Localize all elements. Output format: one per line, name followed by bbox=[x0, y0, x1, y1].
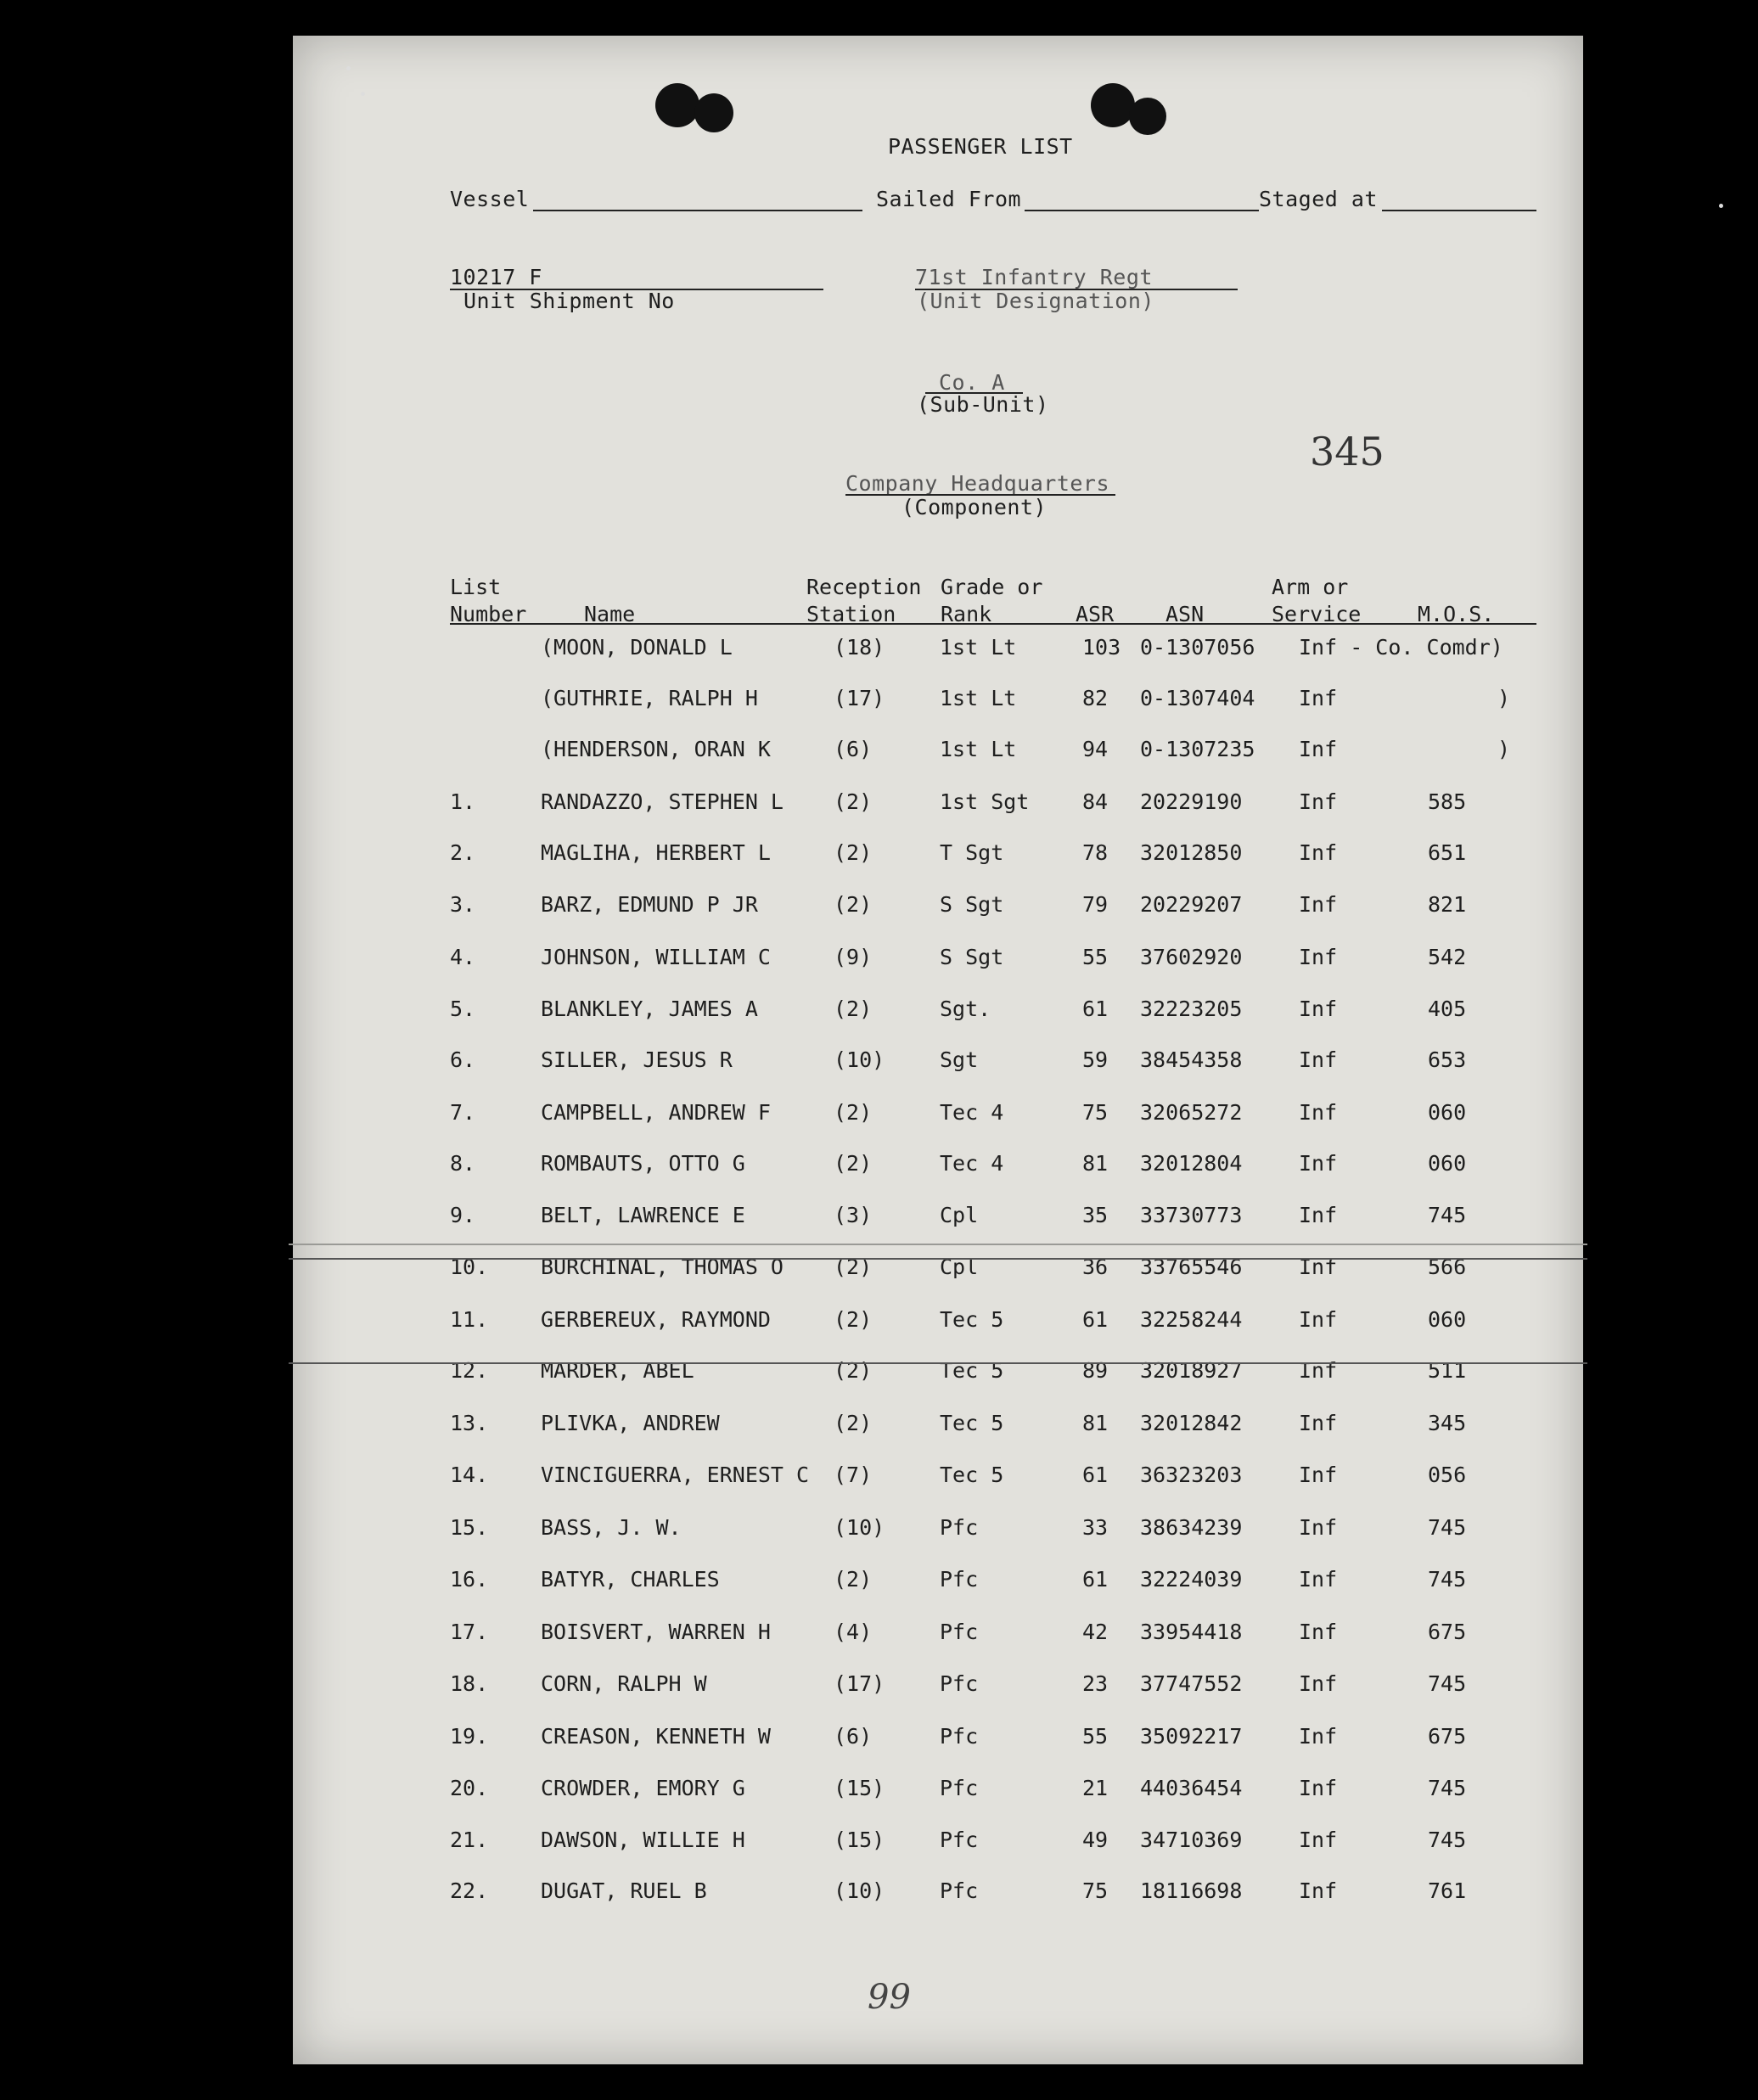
cell-num: 13. bbox=[450, 1411, 489, 1435]
cell-name: BARZ, EDMUND P JR bbox=[541, 892, 758, 917]
cell-num: 4. bbox=[450, 945, 476, 969]
cell-num: 1. bbox=[450, 789, 476, 814]
cell-mos: ) bbox=[1497, 686, 1511, 710]
cell-asn: 33765546 bbox=[1140, 1255, 1243, 1279]
cell-arm: Inf bbox=[1299, 1411, 1338, 1435]
cell-asn: 36323203 bbox=[1140, 1463, 1243, 1487]
cell-mos: 345 bbox=[1428, 1411, 1467, 1435]
cell-rec: (7) bbox=[834, 1463, 873, 1487]
cell-asr: 55 bbox=[1082, 1724, 1109, 1749]
cell-num: 9. bbox=[450, 1203, 476, 1227]
cell-mos: 745 bbox=[1428, 1671, 1467, 1696]
table-row bbox=[0, 1878, 1758, 1912]
table-row bbox=[0, 1724, 1758, 1758]
table-row bbox=[0, 789, 1758, 823]
table-row bbox=[0, 997, 1758, 1030]
sailed-from-label: Sailed From bbox=[876, 187, 1022, 211]
edge-speck bbox=[361, 92, 365, 96]
cell-arm: Inf bbox=[1299, 686, 1338, 710]
cell-asn: 0-1307235 bbox=[1140, 737, 1255, 761]
cell-asr: 55 bbox=[1082, 945, 1109, 969]
staged-at-field-line bbox=[1382, 210, 1536, 211]
sub-unit-label: (Sub-Unit) bbox=[917, 392, 1049, 417]
cell-mos: 675 bbox=[1428, 1620, 1467, 1644]
cell-grade: Sgt. bbox=[940, 997, 991, 1021]
cell-num: 10. bbox=[450, 1255, 489, 1279]
table-row bbox=[0, 1828, 1758, 1861]
cell-grade: Tec 5 bbox=[940, 1411, 1004, 1435]
table-row bbox=[0, 1151, 1758, 1185]
cell-grade: Pfc bbox=[940, 1878, 979, 1903]
cell-mos: 745 bbox=[1428, 1515, 1467, 1540]
cell-mos: 542 bbox=[1428, 945, 1467, 969]
cell-name: ROMBAUTS, OTTO G bbox=[541, 1151, 745, 1176]
cell-rec: (18) bbox=[834, 635, 885, 660]
cell-asn: 33954418 bbox=[1140, 1620, 1243, 1644]
cell-name: JOHNSON, WILLIAM C bbox=[541, 945, 771, 969]
cell-rec: (2) bbox=[834, 1307, 873, 1332]
cell-grade: 1st Lt bbox=[940, 737, 1017, 761]
header-reception-station: Reception Station bbox=[806, 575, 922, 626]
cell-grade: Tec 4 bbox=[940, 1100, 1004, 1125]
cell-arm: Inf bbox=[1299, 1047, 1338, 1072]
table-row bbox=[0, 635, 1758, 669]
cell-grade: Tec 4 bbox=[940, 1151, 1004, 1176]
cell-asr: 89 bbox=[1082, 1358, 1109, 1383]
component-label: (Component) bbox=[901, 495, 1047, 519]
cell-asr: 82 bbox=[1082, 686, 1109, 710]
cell-grade: Tec 5 bbox=[940, 1307, 1004, 1332]
cell-rec: (2) bbox=[834, 789, 873, 814]
cell-asn: 20229207 bbox=[1140, 892, 1243, 917]
table-row bbox=[0, 1203, 1758, 1237]
table-row bbox=[0, 1255, 1758, 1289]
cell-mos: 060 bbox=[1428, 1151, 1467, 1176]
header-name: Name bbox=[584, 602, 636, 626]
punch-hole bbox=[1129, 98, 1166, 135]
cell-rec: (2) bbox=[834, 1151, 873, 1176]
cell-mos: 405 bbox=[1428, 997, 1467, 1021]
cell-arm: Inf bbox=[1299, 1776, 1338, 1800]
cell-grade: Pfc bbox=[940, 1776, 979, 1800]
cell-name: BELT, LAWRENCE E bbox=[541, 1203, 745, 1227]
cell-rec: (15) bbox=[834, 1828, 885, 1852]
header-rule bbox=[450, 623, 1536, 625]
cell-mos: 585 bbox=[1428, 789, 1467, 814]
cell-rec: (2) bbox=[834, 1567, 873, 1592]
cell-mos: 821 bbox=[1428, 892, 1467, 917]
cell-num: 22. bbox=[450, 1878, 489, 1903]
cell-arm: Inf bbox=[1299, 737, 1338, 761]
table-row bbox=[0, 686, 1758, 720]
cell-arm: Inf - Co. Comdr) bbox=[1299, 635, 1503, 660]
staged-at-label: Staged at bbox=[1259, 187, 1378, 211]
cell-asr: 36 bbox=[1082, 1255, 1109, 1279]
cell-grade: Cpl bbox=[940, 1203, 979, 1227]
edge-speck bbox=[1719, 204, 1723, 208]
cell-rec: (17) bbox=[834, 1671, 885, 1696]
cell-arm: Inf bbox=[1299, 1671, 1338, 1696]
cell-arm: Inf bbox=[1299, 1203, 1338, 1227]
table-row bbox=[0, 1567, 1758, 1601]
cell-num: 6. bbox=[450, 1047, 476, 1072]
table-row bbox=[0, 1515, 1758, 1549]
header-asn: ASN bbox=[1165, 602, 1205, 626]
cell-mos: 675 bbox=[1428, 1724, 1467, 1749]
punch-hole bbox=[655, 83, 699, 127]
cell-grade: Pfc bbox=[940, 1515, 979, 1540]
cell-mos: 761 bbox=[1428, 1878, 1467, 1903]
cell-name: CREASON, KENNETH W bbox=[541, 1724, 771, 1749]
cell-rec: (10) bbox=[834, 1047, 885, 1072]
cell-num: 21. bbox=[450, 1828, 489, 1852]
cell-rec: (2) bbox=[834, 840, 873, 865]
cell-grade: 1st Lt bbox=[940, 686, 1017, 710]
cell-name: (HENDERSON, ORAN K bbox=[541, 737, 771, 761]
table-row bbox=[0, 1411, 1758, 1445]
table-row bbox=[0, 1047, 1758, 1081]
cell-arm: Inf bbox=[1299, 1828, 1338, 1852]
cell-asr: 59 bbox=[1082, 1047, 1109, 1072]
cell-asr: 81 bbox=[1082, 1411, 1109, 1435]
cell-rec: (3) bbox=[834, 1203, 873, 1227]
cell-grade: 1st Lt bbox=[940, 635, 1017, 660]
cell-grade: Tec 5 bbox=[940, 1358, 1004, 1383]
cell-asr: 61 bbox=[1082, 1463, 1109, 1487]
cell-asr: 21 bbox=[1082, 1776, 1109, 1800]
unit-designation: 71st Infantry Regt bbox=[915, 265, 1153, 289]
vessel-label: Vessel bbox=[450, 187, 530, 211]
cell-arm: Inf bbox=[1299, 997, 1338, 1021]
document-title: PASSENGER LIST bbox=[888, 134, 1073, 159]
cell-asr: 61 bbox=[1082, 997, 1109, 1021]
cell-name: BLANKLEY, JAMES A bbox=[541, 997, 758, 1021]
cell-num: 8. bbox=[450, 1151, 476, 1176]
cell-mos: 511 bbox=[1428, 1358, 1467, 1383]
row-strikethrough bbox=[289, 1258, 1587, 1260]
cell-num: 7. bbox=[450, 1100, 476, 1125]
cell-grade: Pfc bbox=[940, 1724, 979, 1749]
cell-arm: Inf bbox=[1299, 1151, 1338, 1176]
cell-arm: Inf bbox=[1299, 892, 1338, 917]
cell-grade: S Sgt bbox=[940, 892, 1004, 917]
cell-grade: Cpl bbox=[940, 1255, 979, 1279]
cell-name: CROWDER, EMORY G bbox=[541, 1776, 745, 1800]
cell-mos: 056 bbox=[1428, 1463, 1467, 1487]
cell-rec: (9) bbox=[834, 945, 873, 969]
cell-asn: 32012804 bbox=[1140, 1151, 1243, 1176]
table-row bbox=[0, 1463, 1758, 1496]
cell-arm: Inf bbox=[1299, 1567, 1338, 1592]
page-number: 345 bbox=[1310, 429, 1384, 474]
header-asr: ASR bbox=[1076, 602, 1115, 626]
cell-name: CORN, RALPH W bbox=[541, 1671, 707, 1696]
cell-num: 2. bbox=[450, 840, 476, 865]
cell-asn: 38454358 bbox=[1140, 1047, 1243, 1072]
cell-grade: Pfc bbox=[940, 1828, 979, 1852]
cell-asr: 84 bbox=[1082, 789, 1109, 814]
cell-mos: 060 bbox=[1428, 1307, 1467, 1332]
cell-num: 14. bbox=[450, 1463, 489, 1487]
cell-rec: (17) bbox=[834, 686, 885, 710]
cell-arm: Inf bbox=[1299, 1463, 1338, 1487]
cell-name: BATYR, CHARLES bbox=[541, 1567, 720, 1592]
cell-name: DUGAT, RUEL B bbox=[541, 1878, 707, 1903]
shipment-label: Unit Shipment No bbox=[463, 289, 675, 313]
header-list-number: List Number bbox=[450, 575, 527, 626]
cell-name: (MOON, DONALD L bbox=[541, 635, 733, 660]
cell-arm: Inf bbox=[1299, 1878, 1338, 1903]
sailed-from-field-line bbox=[1025, 210, 1259, 211]
header-arm-service: Arm or Service bbox=[1272, 575, 1362, 626]
cell-asn: 32012842 bbox=[1140, 1411, 1243, 1435]
edge-speck bbox=[346, 66, 351, 70]
cell-mos: ) bbox=[1497, 737, 1511, 761]
punch-hole bbox=[694, 93, 733, 132]
table-row bbox=[0, 1100, 1758, 1134]
cell-name: (GUTHRIE, RALPH H bbox=[541, 686, 758, 710]
cell-asr: 94 bbox=[1082, 737, 1109, 761]
table-row bbox=[0, 737, 1758, 771]
cell-num: 12. bbox=[450, 1358, 489, 1383]
cell-asn: 35092217 bbox=[1140, 1724, 1243, 1749]
cell-asn: 32224039 bbox=[1140, 1567, 1243, 1592]
shipment-number: 10217 F bbox=[450, 265, 542, 289]
cell-name: SILLER, JESUS R bbox=[541, 1047, 733, 1072]
cell-asn: 20229190 bbox=[1140, 789, 1243, 814]
cell-rec: (2) bbox=[834, 1100, 873, 1125]
cell-grade: Sgt bbox=[940, 1047, 979, 1072]
cell-num: 3. bbox=[450, 892, 476, 917]
cell-rec: (2) bbox=[834, 997, 873, 1021]
cell-asn: 32065272 bbox=[1140, 1100, 1243, 1125]
cell-arm: Inf bbox=[1299, 945, 1338, 969]
cell-num: 16. bbox=[450, 1567, 489, 1592]
cell-name: CAMPBELL, ANDREW F bbox=[541, 1100, 771, 1125]
header-grade-rank: Grade or Rank bbox=[941, 575, 1043, 626]
cell-asn: 37602920 bbox=[1140, 945, 1243, 969]
cell-mos: 060 bbox=[1428, 1100, 1467, 1125]
punch-hole bbox=[1091, 83, 1135, 127]
cell-arm: Inf bbox=[1299, 1100, 1338, 1125]
cell-num: 19. bbox=[450, 1724, 489, 1749]
cell-rec: (15) bbox=[834, 1776, 885, 1800]
header-mos: M.O.S. bbox=[1418, 602, 1495, 626]
cell-arm: Inf bbox=[1299, 789, 1338, 814]
cell-asr: 78 bbox=[1082, 840, 1109, 865]
row-strikethrough bbox=[289, 1362, 1587, 1364]
table-row bbox=[0, 1671, 1758, 1705]
component: Company Headquarters bbox=[845, 471, 1110, 496]
cell-asr: 35 bbox=[1082, 1203, 1109, 1227]
table-row bbox=[0, 1620, 1758, 1654]
cell-arm: Inf bbox=[1299, 1620, 1338, 1644]
cell-name: MARDER, ABEL bbox=[541, 1358, 694, 1383]
cell-num: 11. bbox=[450, 1307, 489, 1332]
cell-name: BASS, J. W. bbox=[541, 1515, 682, 1540]
cell-asn: 44036454 bbox=[1140, 1776, 1243, 1800]
cell-name: DAWSON, WILLIE H bbox=[541, 1828, 745, 1852]
cell-arm: Inf bbox=[1299, 1515, 1338, 1540]
cell-grade: Pfc bbox=[940, 1671, 979, 1696]
cell-name: BOISVERT, WARREN H bbox=[541, 1620, 771, 1644]
cell-num: 5. bbox=[450, 997, 476, 1021]
table-row bbox=[0, 840, 1758, 874]
vessel-field-line bbox=[533, 210, 862, 211]
cell-num: 20. bbox=[450, 1776, 489, 1800]
cell-mos: 651 bbox=[1428, 840, 1467, 865]
cell-grade: Pfc bbox=[940, 1567, 979, 1592]
cell-rec: (10) bbox=[834, 1878, 885, 1903]
cell-asr: 61 bbox=[1082, 1567, 1109, 1592]
cell-arm: Inf bbox=[1299, 1307, 1338, 1332]
cell-arm: Inf bbox=[1299, 1724, 1338, 1749]
cell-asr: 79 bbox=[1082, 892, 1109, 917]
cell-asr: 61 bbox=[1082, 1307, 1109, 1332]
cell-mos: 653 bbox=[1428, 1047, 1467, 1072]
cell-asn: 37747552 bbox=[1140, 1671, 1243, 1696]
unit-designation-label: (Unit Designation) bbox=[917, 289, 1154, 313]
table-row bbox=[0, 892, 1758, 926]
cell-rec: (2) bbox=[834, 1358, 873, 1383]
cell-asn: 0-1307056 bbox=[1140, 635, 1255, 660]
cell-asn: 32258244 bbox=[1140, 1307, 1243, 1332]
cell-rec: (2) bbox=[834, 1255, 873, 1279]
cell-arm: Inf bbox=[1299, 840, 1338, 865]
table-row bbox=[0, 945, 1758, 979]
cell-name: BURCHINAL, THOMAS O bbox=[541, 1255, 784, 1279]
cell-mos: 745 bbox=[1428, 1203, 1467, 1227]
cell-name: GERBEREUX, RAYMOND bbox=[541, 1307, 771, 1332]
cell-num: 18. bbox=[450, 1671, 489, 1696]
cell-grade: Pfc bbox=[940, 1620, 979, 1644]
cell-asn: 18116698 bbox=[1140, 1878, 1243, 1903]
cell-rec: (4) bbox=[834, 1620, 873, 1644]
cell-asn: 34710369 bbox=[1140, 1828, 1243, 1852]
cell-mos: 745 bbox=[1428, 1567, 1467, 1592]
cell-rec: (6) bbox=[834, 737, 873, 761]
cell-asr: 103 bbox=[1082, 635, 1121, 660]
cell-name: MAGLIHA, HERBERT L bbox=[541, 840, 771, 865]
cell-asr: 81 bbox=[1082, 1151, 1109, 1176]
cell-asr: 42 bbox=[1082, 1620, 1109, 1644]
table-row bbox=[0, 1776, 1758, 1810]
cell-asr: 33 bbox=[1082, 1515, 1109, 1540]
cell-num: 15. bbox=[450, 1515, 489, 1540]
page-fold-crease bbox=[289, 1244, 1587, 1245]
cell-asr: 23 bbox=[1082, 1671, 1109, 1696]
cell-asr: 49 bbox=[1082, 1828, 1109, 1852]
cell-asn: 38634239 bbox=[1140, 1515, 1243, 1540]
cell-rec: (6) bbox=[834, 1724, 873, 1749]
cell-rec: (2) bbox=[834, 892, 873, 917]
cell-mos: 566 bbox=[1428, 1255, 1467, 1279]
cell-name: VINCIGUERRA, ERNEST C bbox=[541, 1463, 810, 1487]
cell-asn: 0-1307404 bbox=[1140, 686, 1255, 710]
cell-mos: 745 bbox=[1428, 1828, 1467, 1852]
cell-name: RANDAZZO, STEPHEN L bbox=[541, 789, 784, 814]
cell-name: PLIVKA, ANDREW bbox=[541, 1411, 720, 1435]
cell-arm: Inf bbox=[1299, 1358, 1338, 1383]
cell-asn: 32018927 bbox=[1140, 1358, 1243, 1383]
cell-num: 17. bbox=[450, 1620, 489, 1644]
cell-asn: 32012850 bbox=[1140, 840, 1243, 865]
cell-asr: 75 bbox=[1082, 1878, 1109, 1903]
cell-rec: (10) bbox=[834, 1515, 885, 1540]
cell-arm: Inf bbox=[1299, 1255, 1338, 1279]
cell-asr: 75 bbox=[1082, 1100, 1109, 1125]
cell-grade: Tec 5 bbox=[940, 1463, 1004, 1487]
sub-unit: Co. A bbox=[939, 370, 1005, 395]
table-row bbox=[0, 1307, 1758, 1341]
handwritten-number: 99 bbox=[868, 1978, 911, 2017]
cell-grade: S Sgt bbox=[940, 945, 1004, 969]
cell-asn: 32223205 bbox=[1140, 997, 1243, 1021]
cell-asn: 33730773 bbox=[1140, 1203, 1243, 1227]
cell-mos: 745 bbox=[1428, 1776, 1467, 1800]
cell-grade: T Sgt bbox=[940, 840, 1004, 865]
cell-rec: (2) bbox=[834, 1411, 873, 1435]
cell-grade: 1st Sgt bbox=[940, 789, 1030, 814]
